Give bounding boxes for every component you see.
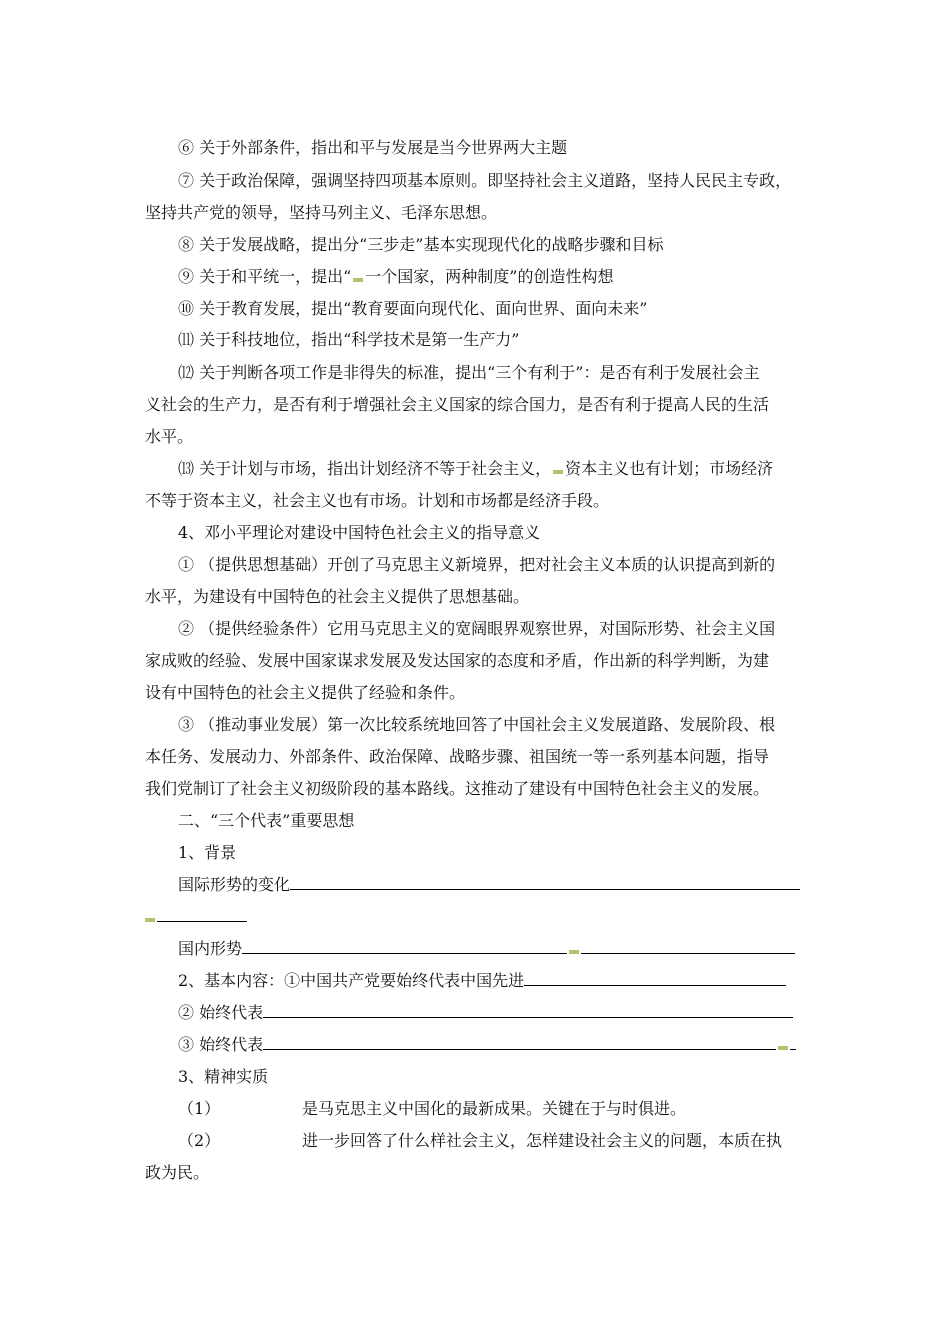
text-line: ⑾ 关于科技地位，指出“科学技术是第一生产力” bbox=[178, 330, 520, 349]
text-line bbox=[178, 459, 773, 479]
answer-blank[interactable] bbox=[157, 907, 247, 922]
section-heading: 二、“三个代表”重要思想 bbox=[178, 811, 355, 830]
subsection-heading: 1、背景 bbox=[178, 843, 237, 862]
answer-blank[interactable] bbox=[263, 1035, 776, 1050]
text-line: 义社会的生产力，是否有利于增强社会主义国家的综合国力，是否有利于提高人民的生活 bbox=[145, 395, 770, 414]
answer-blank[interactable] bbox=[581, 939, 795, 954]
prompt-label: ② 始终代表 bbox=[178, 1003, 264, 1022]
text-line: ⑦ 关于政治保障，强调坚持四项基本原则。即坚持社会主义道路，坚持人民民主专政， bbox=[178, 171, 792, 190]
text-line: 是马克思主义中国化的最新成果。关键在于与时俱进。 bbox=[302, 1099, 687, 1118]
text-line: 水平，为建设有中国特色的社会主义提供了思想基础。 bbox=[145, 587, 530, 606]
text-segment: 一个国家，两种制度”的创造性构想 bbox=[365, 267, 614, 286]
text-segment: 资本主义也有计划；市场经济 bbox=[565, 459, 774, 478]
text-line: 不等于资本主义，社会主义也有市场。计划和市场都是经济手段。 bbox=[145, 491, 610, 510]
text-line: 坚持共产党的领导，坚持马列主义、毛泽东思想。 bbox=[145, 203, 498, 222]
text-line bbox=[178, 267, 613, 287]
answer-blank[interactable] bbox=[263, 1003, 793, 1018]
text-line: ⑿ 关于判断各项工作是非得失的标准，提出“三个有利于”：是否有利于发展社会主 bbox=[178, 363, 760, 382]
text-line: ① （提供思想基础）开创了马克思主义新境界，把对社会主义本质的认识提高到新的 bbox=[178, 555, 776, 574]
highlight-mark bbox=[778, 1046, 788, 1050]
text-segment: ⒀ 关于计划与市场，指出计划经济不等于社会主义， bbox=[178, 459, 552, 478]
text-line bbox=[178, 1131, 220, 1151]
prompt-label: 国内形势 bbox=[178, 939, 243, 958]
highlight-mark bbox=[553, 470, 563, 474]
text-line: ⑧ 关于发展战略，提出分“三步走”基本实现现代化的战略步骤和目标 bbox=[178, 235, 664, 254]
fill-in-line bbox=[178, 1035, 796, 1055]
text-line: ② （提供经验条件）它用马克思主义的宽阔眼界观察世界，对国际形势、社会主义国 bbox=[178, 619, 776, 638]
answer-blank[interactable] bbox=[290, 875, 800, 890]
prompt-label: ③ 始终代表 bbox=[178, 1035, 264, 1054]
text-line: 水平。 bbox=[145, 427, 194, 446]
text-line: ③ （推动事业发展）第一次比较系统地回答了中国社会主义发展道路、发展阶段、根 bbox=[178, 715, 776, 734]
fill-in-line bbox=[178, 939, 795, 959]
text-line: 政为民。 bbox=[145, 1163, 210, 1182]
text-line: 家成败的经验、发展中国家谋求发展及发达国家的态度和矛盾，作出新的科学判断，为建 bbox=[145, 651, 770, 670]
fill-in-line bbox=[178, 971, 786, 991]
text-segment: ⑨ 关于和平统一，提出“ bbox=[178, 267, 352, 286]
section-heading: 4、邓小平理论对建设中国特色社会主义的指导意义 bbox=[178, 523, 541, 542]
highlight-mark bbox=[145, 918, 155, 922]
answer-blank[interactable] bbox=[242, 939, 567, 954]
prompt-label: 2、基本内容：①中国共产党要始终代表中国先进 bbox=[178, 971, 525, 990]
item-number: （1） bbox=[178, 1099, 221, 1118]
text-line bbox=[178, 1099, 220, 1119]
subsection-heading: 3、精神实质 bbox=[178, 1067, 269, 1086]
highlight-mark bbox=[569, 950, 579, 954]
fill-in-line bbox=[178, 875, 800, 895]
text-line: ⑥ 关于外部条件，指出和平与发展是当今世界两大主题 bbox=[178, 138, 568, 157]
fill-in-line bbox=[145, 907, 247, 927]
fill-in-line bbox=[178, 1003, 793, 1023]
text-line: 本任务、发展动力、外部条件、政治保障、战略步骤、祖国统一等一系列基本问题，指导 bbox=[145, 747, 770, 766]
item-number: （2） bbox=[178, 1131, 221, 1150]
highlight-mark bbox=[353, 278, 363, 282]
prompt-label: 国际形势的变化 bbox=[178, 875, 291, 894]
text-line: 设有中国特色的社会主义提供了经验和条件。 bbox=[145, 683, 466, 702]
text-line: 我们党制订了社会主义初级阶段的基本路线。这推动了建设有中国特色社会主义的发展。 bbox=[145, 779, 770, 798]
answer-blank[interactable] bbox=[524, 971, 786, 986]
text-line: 进一步回答了什么样社会主义，怎样建设社会主义的问题，本质在执 bbox=[302, 1131, 783, 1150]
text-line: ⑩ 关于教育发展，提出“教育要面向现代化、面向世界、面向未来” bbox=[178, 299, 648, 318]
answer-blank[interactable] bbox=[790, 1035, 796, 1050]
